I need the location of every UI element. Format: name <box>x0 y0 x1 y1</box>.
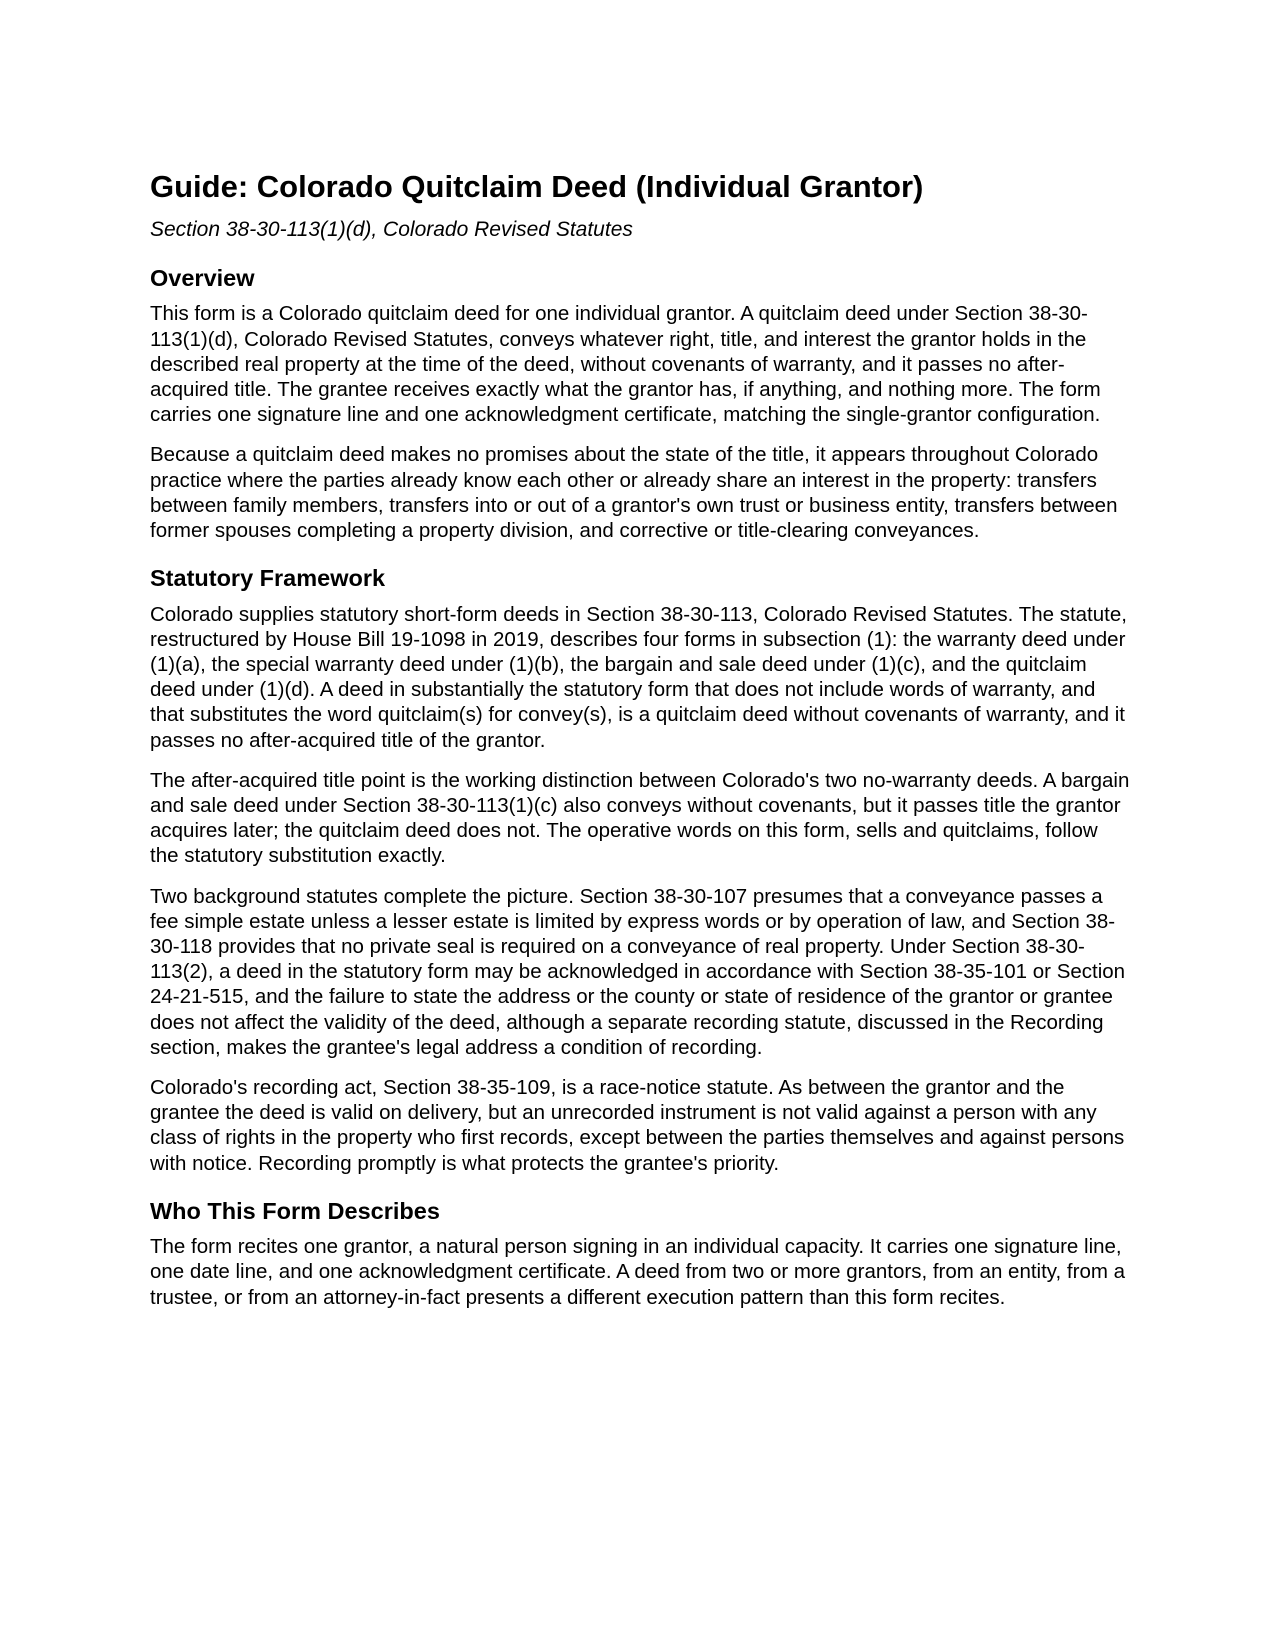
paragraph: The after-acquired title point is the working distinction between Colorado's two no-warranty deeds. A bargain and sale deed under Section 38-30-113(1)(c) also conveys without covenants, but it passes title the grantor acquires later; the quitclaim deed does not. The operative words on this form, sells and quitclaims, follow the statutory substitution exactly. <box>150 768 1130 868</box>
section-who-this-form-describes <box>150 1197 1130 1310</box>
paragraph: Colorado's recording act, Section 38-35-109, is a race-notice statute. As between the grantor and the grantee the deed is valid on delivery, but an unrecorded instrument is not valid against a person with any class of rights in the property who first records, except between the parties themselves and against persons with notice. Recording promptly is what protects the grantee's priority. <box>150 1076 1125 1175</box>
paragraph: The form recites one grantor, a natural person signing in an individual capacity. It carries one signature line, one date line, and one acknowledgment certificate. A deed from two or more grantors, from an entity, from a trustee, or from an attorney-in-fact presents a different execution pattern than this form recites. <box>150 1235 1126 1309</box>
paragraph: Colorado supplies statutory short-form deeds in Section 38-30-113, Colorado Revised Statutes. The statute, restructured by House Bill 19-1098 in 2019, describes four forms in subsection (1): the warranty deed under (1)(a), the special warranty deed under (1)(b), the bargain and sale deed under (1)(c), and the quitclaim deed under (1)(d). A deed in substantially the statutory form that does not include words of warranty, and that substitutes the word quitclaim(s) for convey(s), is a quitclaim deed without covenants of warranty, and it passes no after-acquired title of the grantor. <box>150 602 1127 752</box>
document-page <box>150 168 1130 1325</box>
page-subtitle: Section 38-30-113(1)(d), Colorado Revised Statutes <box>150 217 633 241</box>
page-title: Guide: Colorado Quitclaim Deed (Individual Grantor) <box>150 169 924 204</box>
section-overview <box>150 264 1130 543</box>
section-statutory-framework <box>150 564 1130 1176</box>
section-heading-who-this-form-describes: Who This Form Describes <box>150 1197 440 1224</box>
section-heading-overview: Overview <box>150 265 255 292</box>
paragraph: This form is a Colorado quitclaim deed for one individual grantor. A quitclaim deed under Section 38-30-113(1)(d), Colorado Revised Statutes, conveys whatever right, title, and interest the grantor holds in the described real property at the time of the deed, without covenants of warranty, and it passes no after-acquired title. The grantee receives exactly what the grantor has, if anything, and nothing more. The form carries one signature line and one acknowledgment certificate, matching the single-grantor configuration. <box>150 302 1101 427</box>
paragraph: Because a quitclaim deed makes no promises about the state of the title, it appears throughout Colorado practice where the parties already know each other or already share an interest in the property: transfers between family members, transfers into or out of a grantor's own trust or business entity, transfers between former spouses completing a property division, and corrective or title-clearing conveyances. <box>150 443 1118 543</box>
section-heading-statutory-framework: Statutory Framework <box>150 565 386 592</box>
paragraph: Two background statutes complete the picture. Section 38-30-107 presumes that a conveyance passes a fee simple estate unless a lesser estate is limited by express words or by operation of law, and Section 38-30-118 provides that no private seal is required on a conveyance of real property. Under Section 38-30-113(2), a deed in the statutory form may be acknowledged in accordance with Section 38-35-101 or Section 24-21-515, and the failure to state the address or the county or state of residence of the grantor or grantee does not affect the validity of the deed, although a separate recording statute, discussed in the Recording section, makes the grantee's legal address a condition of recording. <box>150 884 1126 1059</box>
